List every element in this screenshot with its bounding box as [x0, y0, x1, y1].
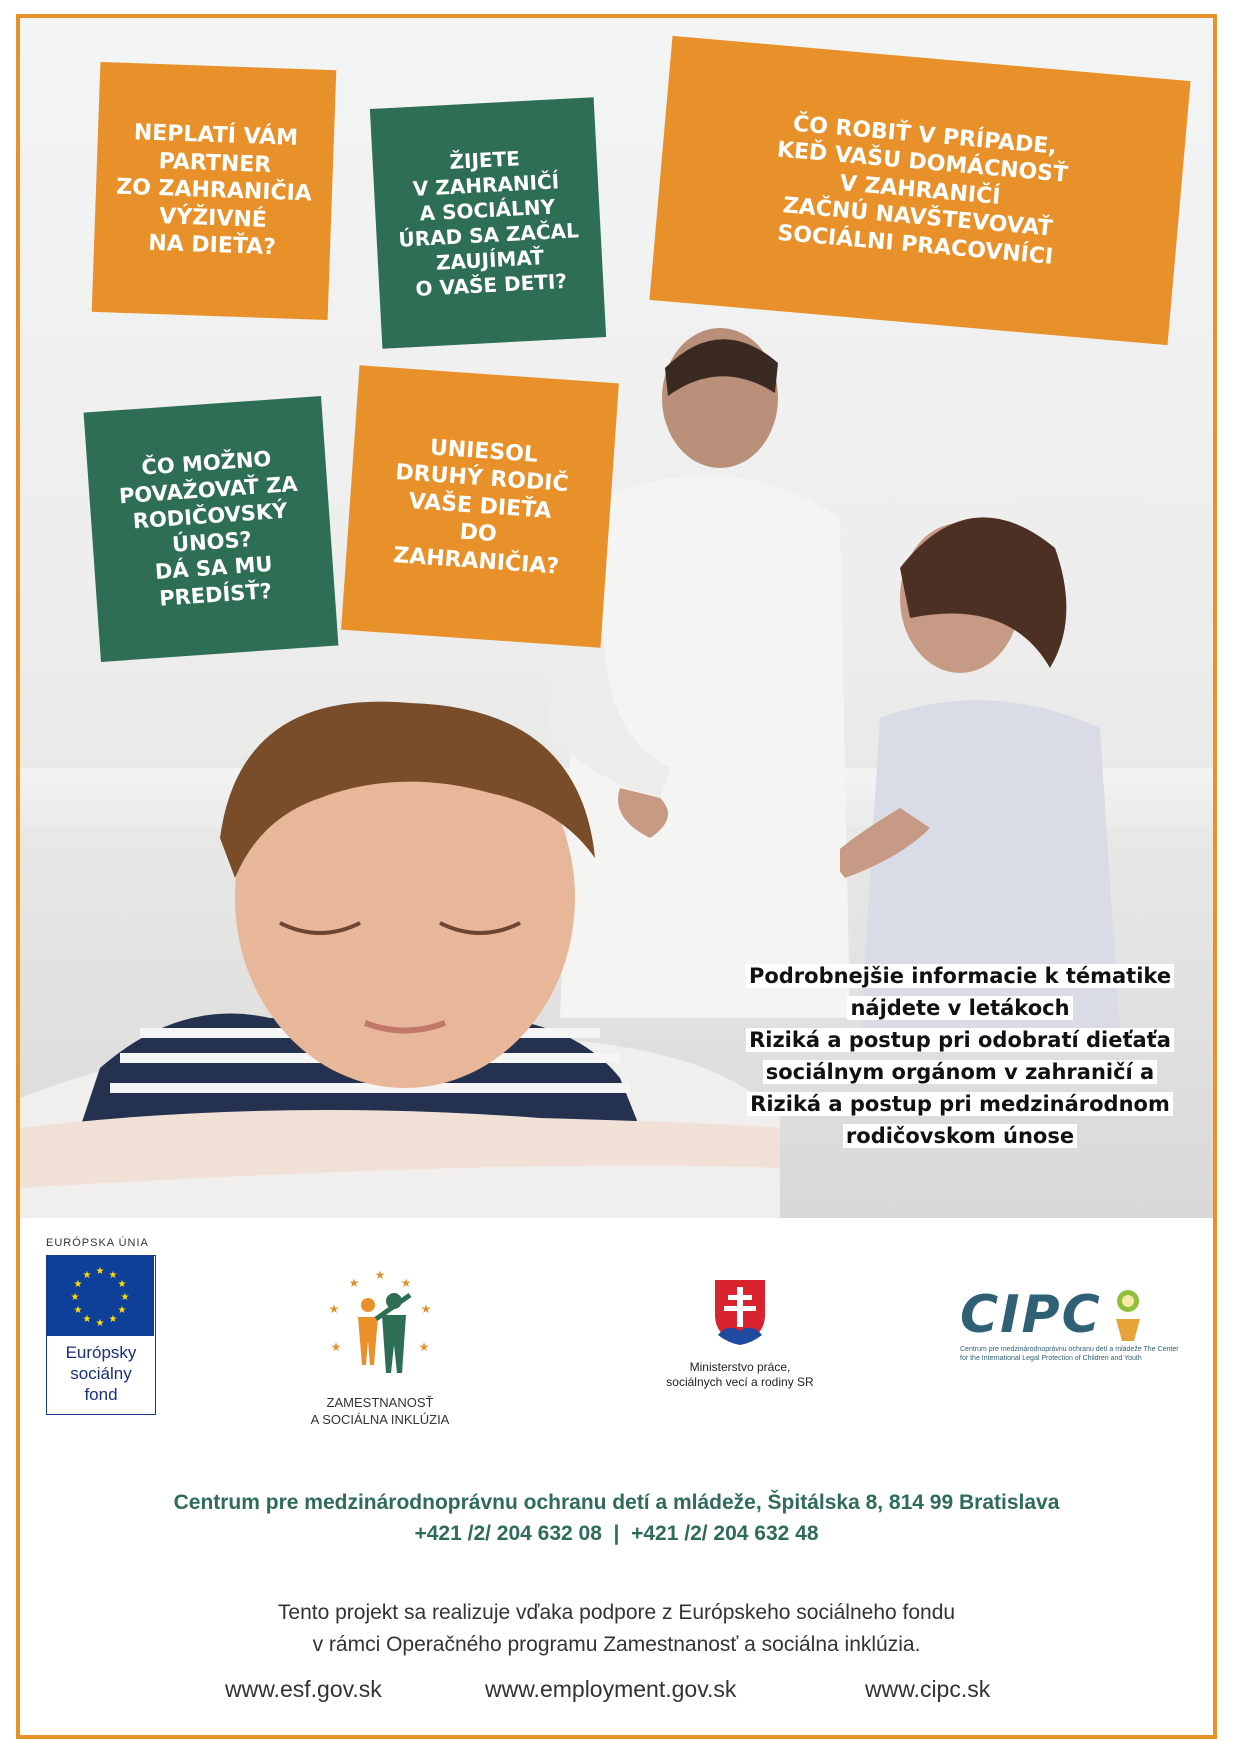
url-list — [20, 1676, 1213, 1716]
contact-block — [20, 1487, 1213, 1549]
question-box-parental-abduction — [84, 396, 339, 662]
question-social-office-text: ŽIJETE V ZAHRANIČÍ A SOCIÁLNY ÚRAD SA ZAČAL ZAUJÍMAŤ O VAŠE DETI? — [397, 146, 580, 301]
ministry-label-line2: sociálnych vecí a rodiny SR — [666, 1375, 814, 1389]
question-box-child-taken-abroad — [341, 365, 619, 647]
partner-logos — [20, 1225, 1213, 1465]
question-social-workers-text: ČO ROBIŤ V PRÍPADE, KEĎ VAŠU DOMÁCNOSŤ V ZAHRANIČÍ ZAČNÚ NAVŠTEVOVAŤ SOCIÁLNI PRACOVNÍCI — [775, 111, 1069, 270]
info-text: Podrobnejšie informacie k tématike nájdete v letákoch Riziká a postup pri odobratí dieťaťa sociálnym orgánom v zahraničí a Riziká a postup pri medzinárodnom rodičovskom únose — [746, 964, 1174, 1148]
employment-label-line1: ZAMESTNANOSŤ — [326, 1395, 434, 1410]
employment-label — [280, 1394, 480, 1428]
svg-text:★: ★ — [400, 1276, 412, 1290]
url-employment[interactable]: www.employment.gov.sk — [485, 1676, 737, 1702]
slovak-coat-of-arms-icon — [710, 1275, 770, 1347]
svg-text:★: ★ — [374, 1268, 386, 1282]
contact-address: Centrum pre medzinárodnoprávnu ochranu detí a mládeže, Špitálska 8, 814 99 Bratislava — [173, 1491, 1060, 1514]
svg-text:★: ★ — [95, 1318, 105, 1329]
cipc-subtitle: Centrum pre medzinárodnoprávnu ochranu detí a mládeže The Center for the International Legal Protection of Children and Youth — [960, 1346, 1179, 1362]
eu-flag-icon — [47, 1256, 154, 1336]
question-box-social-office — [370, 97, 606, 348]
url-esf[interactable]: www.esf.gov.sk — [225, 1676, 382, 1702]
svg-text:★: ★ — [117, 1305, 127, 1316]
eu-label: EURÓPSKA ÚNIA — [46, 1237, 149, 1249]
svg-text:★: ★ — [108, 1314, 118, 1325]
svg-text:★: ★ — [108, 1270, 118, 1281]
question-alimony-text: NEPLATÍ VÁM PARTNER ZO ZAHRANIČIA VÝŽIVNÉ NA DIEŤA? — [115, 120, 313, 261]
cipc-logo — [960, 1285, 1210, 1363]
ministry-label — [640, 1360, 840, 1390]
info-text-block — [730, 960, 1190, 1152]
project-note-line1: Tento projekt sa realizuje vďaka podpore z Európskeho sociálneho fondu — [277, 1601, 956, 1624]
contact-phones: +421 /2/ 204 632 08 | +421 /2/ 204 632 48 — [414, 1522, 819, 1545]
svg-text:★: ★ — [420, 1302, 432, 1316]
project-note — [20, 1597, 1213, 1661]
question-box-social-workers — [649, 36, 1190, 345]
esf-box — [46, 1255, 156, 1415]
url-cipc[interactable]: www.cipc.sk — [865, 1676, 991, 1702]
ministry-label-line1: Ministerstvo práce, — [689, 1360, 791, 1374]
employment-label-line2: A SOCIÁLNA INKLÚZIA — [310, 1412, 450, 1427]
cipc-wordmark: CIPC — [960, 1285, 1102, 1345]
svg-text:★: ★ — [120, 1292, 130, 1303]
eu-logo — [46, 1237, 166, 1415]
svg-text:★: ★ — [418, 1340, 430, 1354]
svg-text:★: ★ — [70, 1292, 80, 1303]
svg-text:★: ★ — [330, 1340, 342, 1354]
cipc-child-icon — [1108, 1285, 1148, 1345]
project-note-line2: v rámci Operačného programu Zamestnanosť a sociálna inklúzia. — [312, 1633, 921, 1656]
woman-figure — [840, 478, 1140, 1038]
svg-text:★: ★ — [73, 1279, 83, 1290]
svg-text:★: ★ — [348, 1276, 360, 1290]
question-child-taken-abroad-text: UNIESOL DRUHÝ RODIČ VAŠE DIEŤA DO ZAHRANIČIA? — [392, 435, 570, 580]
svg-text:★: ★ — [328, 1302, 340, 1316]
esf-label: Európsky sociálny fond — [65, 1343, 137, 1404]
svg-text:★: ★ — [82, 1270, 92, 1281]
question-box-alimony — [92, 62, 337, 320]
ministry-logo — [640, 1275, 840, 1390]
svg-text:★: ★ — [73, 1305, 83, 1316]
employment-program-logo — [280, 1265, 480, 1428]
svg-text:★: ★ — [95, 1266, 105, 1277]
question-parental-abduction-text: ČO MOŽNO POVAŽOVAŤ ZA RODIČOVSKÝ ÚNOS? DÁ SA MU PREDÍSŤ? — [118, 446, 299, 611]
svg-text:★: ★ — [117, 1279, 127, 1290]
child-figure — [20, 698, 780, 1218]
svg-text:★: ★ — [82, 1314, 92, 1325]
employment-people-icon — [310, 1265, 450, 1385]
